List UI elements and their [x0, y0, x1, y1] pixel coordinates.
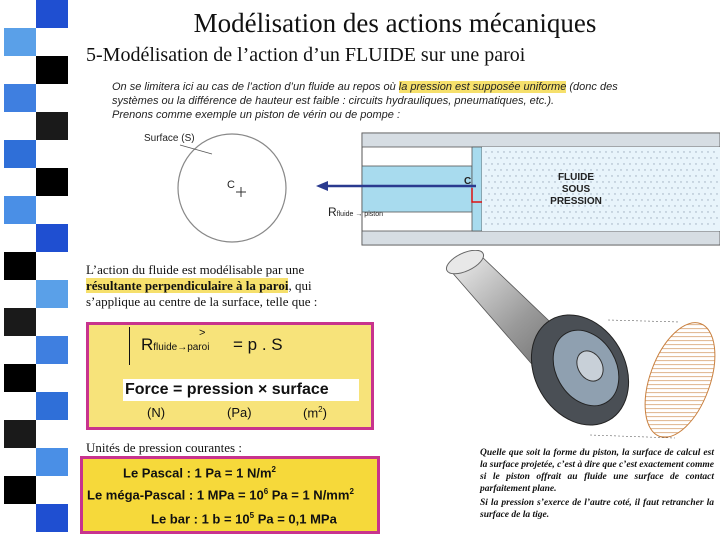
surface-label: Surface (S) — [144, 133, 195, 144]
intro-text — [112, 80, 672, 122]
point-c-label: C — [464, 176, 472, 187]
force-label — [328, 205, 383, 219]
note-p1: Quelle que soit la forme du piston, la surface de calcul est la surface projetée, c’est à dire que c’est exactement comme si le piston offrait au fluide une surface de contact parfaitement plane. — [480, 448, 714, 494]
strip-square — [36, 504, 68, 532]
formula-bar — [129, 327, 130, 365]
mega-exp1: 6 — [263, 487, 269, 496]
unit-row-pascal — [123, 465, 276, 480]
bar-text-a: Le bar : 1 b = 10 — [151, 511, 250, 527]
statement-text — [86, 262, 356, 310]
vector-arrow-icon: > — [199, 327, 206, 339]
surface-leader — [180, 145, 212, 154]
unit-newton: (N) — [147, 405, 166, 420]
unit-row-bar — [151, 511, 337, 526]
formula-r-sub: fluide→paroi — [153, 342, 210, 353]
mega-text-b: Pa = 1 N/mm — [268, 487, 350, 503]
intro-line1-b: (donc des — [566, 81, 618, 93]
strip-square — [4, 420, 36, 448]
projection-line-top — [608, 320, 680, 322]
strip-square — [36, 224, 68, 252]
strip-square — [36, 336, 68, 364]
strip-square — [36, 280, 68, 308]
mega-exp2: 2 — [349, 487, 354, 496]
strip-square — [36, 168, 68, 196]
cylinder-wall-top — [362, 133, 720, 147]
force-line: Force = pression × surface — [125, 381, 329, 398]
center-label: C — [227, 179, 235, 191]
intro-line3: Prenons comme exemple un piston de vérin ou de pompe : — [112, 109, 400, 121]
piston-illustration — [430, 250, 720, 445]
units-box — [80, 456, 380, 534]
unit-m2 — [303, 405, 327, 420]
unit-m2-exp: 2 — [318, 405, 323, 414]
formula-rhs: = p . S — [233, 335, 283, 354]
fluid-label-2: SOUS — [561, 184, 591, 195]
mega-text-a: Le méga-Pascal : 1 MPa = 10 — [87, 487, 264, 503]
strip-square — [4, 252, 36, 280]
piston-diagram — [100, 128, 720, 256]
intro-line2: systèmes ou la différence de hauteur est faible : circuits hydrauliques, pneumatiques, etc.). — [112, 95, 555, 107]
decorative-strip — [0, 0, 72, 540]
note-p2: Si la pression s’exerce de l’autre coté, il faut retrancher la surface de la tige. — [480, 498, 714, 520]
strip-square — [4, 140, 36, 168]
statement-line3: s’applique au centre de la surface, telle que : — [86, 294, 318, 309]
statement-highlight: résultante perpendiculaire à la paroi — [86, 278, 289, 293]
cylinder-wall-bottom — [362, 231, 720, 245]
piston-head — [472, 147, 482, 231]
formula-r: R — [141, 335, 154, 354]
unit-m2-base: (m — [303, 405, 319, 421]
force-label-r: R — [328, 205, 337, 219]
strip-square — [4, 196, 36, 224]
strip-square — [36, 0, 68, 28]
force-arrow-head — [316, 181, 328, 191]
strip-square — [4, 364, 36, 392]
strip-square — [4, 308, 36, 336]
strip-square — [4, 84, 36, 112]
fluid-label-3: PRESSION — [550, 196, 602, 207]
intro-highlight: la pression est supposée uniforme — [398, 81, 567, 93]
force-label-sub: fluide → piston — [336, 211, 383, 218]
statement-line1: L’action du fluide est modélisable par une — [86, 262, 305, 277]
section-subtitle: 5-Modélisation de l’action d’un FLUIDE sur une paroi — [86, 44, 526, 66]
bar-text-b: Pa = 0,1 MPa — [254, 511, 337, 527]
statement-line2-end: , qui — [288, 278, 312, 293]
page-title: Modélisation des actions mécaniques — [193, 8, 597, 38]
bar-exp: 5 — [249, 511, 255, 520]
unit-pascal: (Pa) — [227, 405, 252, 420]
strip-square — [36, 448, 68, 476]
projected-surface — [631, 313, 720, 445]
explanation-note — [480, 447, 714, 521]
strip-square — [36, 56, 68, 84]
fluid-label — [538, 172, 614, 208]
formula-box — [86, 322, 374, 430]
pascal-exp: 2 — [271, 465, 276, 474]
fluid-label-1: FLUIDE — [557, 172, 595, 183]
strip-square — [36, 392, 68, 420]
unit-m2-close: ) — [322, 405, 327, 421]
units-title: Unités de pression courantes : — [86, 440, 242, 455]
intro-line1-a: On se limitera ici au cas de l’action d’un fluide au repos où — [112, 81, 399, 93]
unit-row-megapascal — [87, 487, 354, 502]
strip-square — [36, 112, 68, 140]
strip-square — [4, 476, 36, 504]
strip-square — [4, 28, 36, 56]
pascal-text: Le Pascal : 1 Pa = 1 N/m — [123, 465, 272, 481]
